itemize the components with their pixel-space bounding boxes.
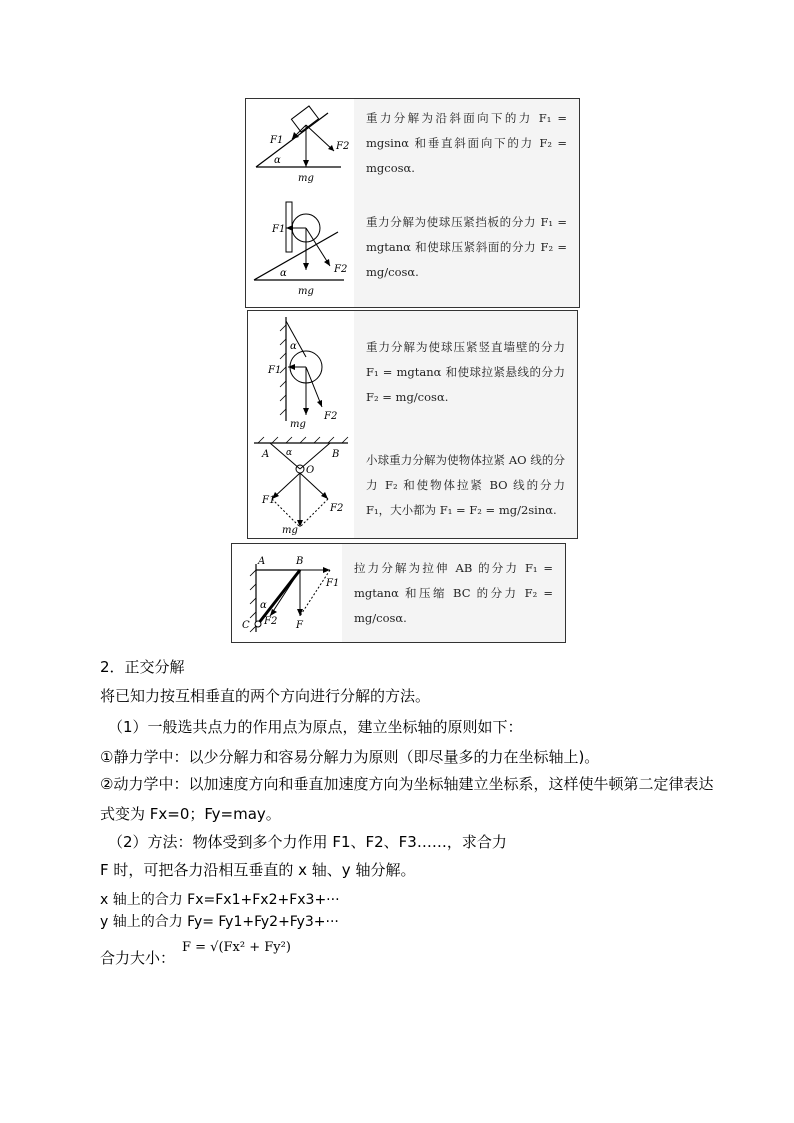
mg-label: mg [298,286,314,297]
mg-label: mg [298,173,314,184]
row-text: 重力分解为使球压紧竖直墙壁的分力 F₁ = mgtanα 和使球拉紧悬线的分力 F₂ = mg/cosα. [366,339,565,404]
alpha-label: α [290,341,297,352]
mg-label: mg [282,525,298,536]
o-label: O [306,465,315,476]
incline-block-figure [246,99,355,188]
f2-label: F2 [264,616,278,627]
incline-ball-board-figure [246,188,355,307]
f-label: F [296,620,303,631]
two-strings-figure [248,433,355,538]
section-heading: 2．正交分解 [100,658,185,676]
row-description [354,311,577,433]
decomposition-table-3 [231,543,566,643]
magnitude-label: 合力大小： [100,949,176,967]
a-label: A [258,556,266,567]
table-row [248,311,577,434]
row-description [354,188,579,307]
row-text: 拉力分解为拉伸 AB 的分力 F₁ = mgtanα 和压缩 BC 的分力 F₂ = mg/cosα. [354,560,553,625]
f1-label: F1 [326,578,340,589]
decomposition-table-2 [247,310,578,539]
mg-label: mg [290,419,306,430]
magnitude-formula: F = √(Fx² + Fy²) [182,940,291,955]
bracket-figure [232,544,343,642]
c-label: C [242,620,250,631]
b-label: B [296,556,304,567]
f1-label: F1 [272,224,286,235]
alpha-label: α [260,600,267,611]
table-row [232,544,565,642]
wall-ball-figure [248,311,355,433]
f2-label: F2 [330,503,344,514]
paragraph-2a: （2）方法：物体受到多个力作用 F1、F2、F3……，求合力 [108,833,507,851]
alpha-label: α [274,155,281,166]
paragraph-1a: ①静力学中：以少分解力和容易分解力为原则（即尽量多的力在坐标轴上)。 [100,748,600,766]
row-description [354,99,579,188]
table-row [248,433,577,538]
row-description [354,433,577,538]
f1-label: F1 [262,495,276,506]
table-row [246,188,579,307]
decomposition-table-1 [245,98,580,308]
x-axis-sum: x 轴上的合力 Fx=Fx1+Fx2+Fx3+··· [100,892,340,908]
row-text: 小球重力分解为使物体拉紧 AO 线的分力 F₂ 和使物体拉紧 BO 线的分力 F₁，大小都为 F₁ = F₂ = mg/2sinα. [366,453,565,517]
f2-label: F2 [334,264,348,275]
paragraph-1b: ②动力学中：以加速度方向和垂直加速度方向为坐标轴建立坐标系，这样使牛顿第二定律表达式变为 Fx=0；Fy=may。 [100,775,714,823]
row-description [342,544,565,642]
a-label: A [262,449,270,460]
alpha-label: α [280,268,287,279]
paragraph-2b: F 时，可把各力沿相互垂直的 x 轴、y 轴分解。 [100,861,416,879]
alpha-label: α [286,448,293,458]
f1-label: F1 [268,365,282,376]
row-text: 重力分解为沿斜面向下的力 F₁ = mgsinα 和垂直斜面向下的力 F₂ = mgcosα. [366,111,567,175]
paragraph-1: （1）一般选共点力的作用点为原点，建立坐标轴的原则如下： [108,718,523,736]
b-label: B [332,449,340,460]
f2-label: F2 [324,411,338,422]
intro-paragraph: 将已知力按互相垂直的两个方向进行分解的方法。 [100,687,431,705]
f2-label: F2 [336,141,350,152]
table-row [246,99,579,189]
row-text: 重力分解为使球压紧挡板的分力 F₁ = mgtanα 和使球压紧斜面的分力 F₂ = mg/cosα. [366,215,567,279]
f1-label: F1 [270,135,284,146]
y-axis-sum: y 轴上的合力 Fy= Fy1+Fy2+Fy3+··· [100,914,339,930]
